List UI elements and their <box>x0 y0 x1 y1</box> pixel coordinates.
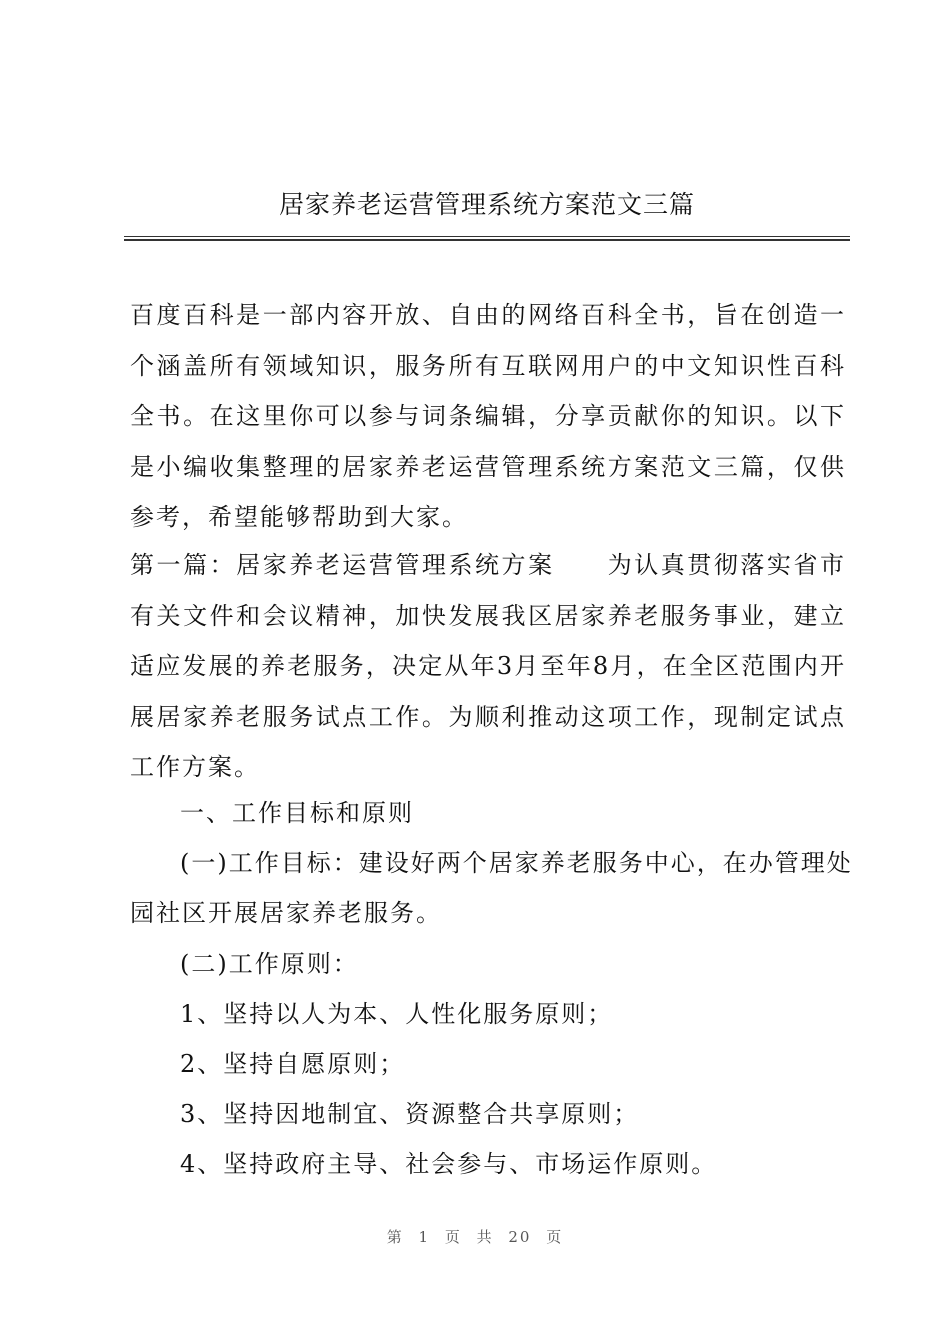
principle-item-2: 2、坚持自愿原则； <box>180 1050 406 1078</box>
title-double-rule <box>124 236 850 241</box>
first-section-text: 第一篇：居家养老运营管理系统方案 为认真贯彻落实省市有关文件和会议精神，加快发展我区居家养老服务事业，建立适应发展的养老服务，决定从年3月至年8月，在全区范围内开展居家养老服务试点工作。为顺利推动这项工作，现制定试点工作方案。 <box>130 551 846 781</box>
page-number-footer: 第 1 页 共 20 页 <box>386 1228 564 1246</box>
goal-line-1: (一)工作目标：建设好两个居家养老服务中心，在办管理处 <box>180 849 853 877</box>
principle-item-1: 1、坚持以人为本、人性化服务原则； <box>180 1000 614 1028</box>
principles-heading: (二)工作原则： <box>180 950 359 978</box>
principle-item-3: 3、坚持因地制宜、资源整合共享原则； <box>180 1100 640 1128</box>
document-title: 居家养老运营管理系统方案范文三篇 <box>278 190 695 219</box>
intro-text: 百度百科是一部内容开放、自由的网络百科全书，旨在创造一个涵盖所有领域知识，服务所有互联网用户的中文知识性百科全书。在这里你可以参与词条编辑，分享贡献你的知识。以下是小编收集整理的居家养老运营管理系统方案范文三篇，仅供参考，希望能够帮助到大家。 <box>130 301 846 531</box>
goal-line-2: 园社区开展居家养老服务。 <box>130 899 442 927</box>
intro-paragraph <box>130 290 846 543</box>
first-section-paragraph <box>130 540 846 793</box>
principle-item-4: 4、坚持政府主导、社会参与、市场运作原则。 <box>180 1150 718 1178</box>
section-heading-goals-principles: 一、工作目标和原则 <box>180 799 414 827</box>
